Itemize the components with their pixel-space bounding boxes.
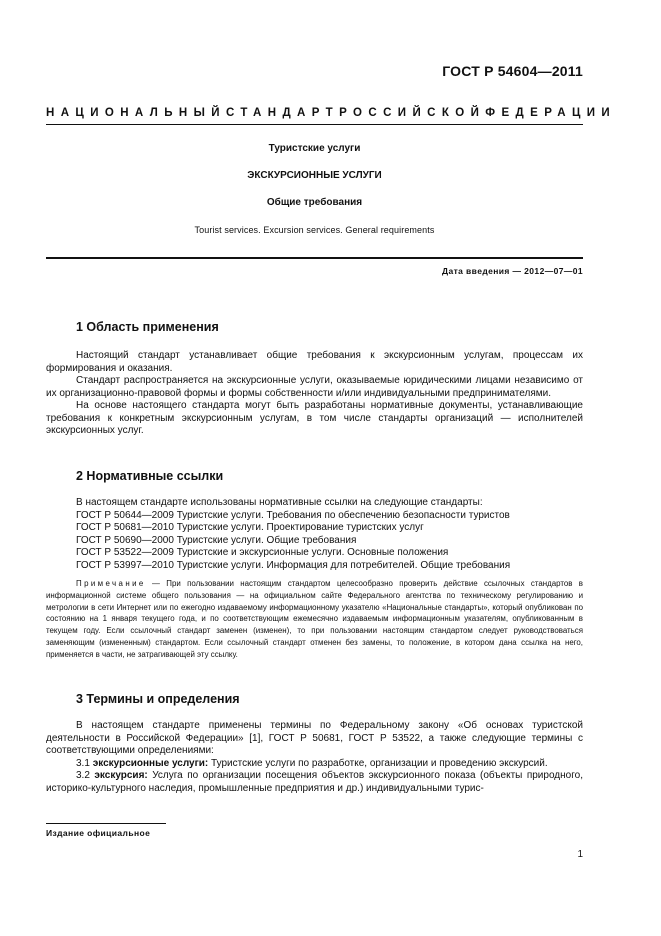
reference-item: ГОСТ Р 53522—2009 Туристские и экскурсионные услуги. Основные положения — [76, 547, 449, 558]
term-number: 3.2 — [76, 770, 95, 781]
introduction-date: Дата введения — 2012—07—01 — [442, 266, 583, 276]
section-1-heading: 1 Область применения — [76, 320, 219, 334]
section-3-heading: 3 Термины и определения — [76, 692, 240, 706]
title-line-1: Туристские услуги — [268, 143, 361, 154]
english-title: Tourist services. Excursion services. General requirements — [194, 225, 435, 235]
gost-number: ГОСТ Р 54604—2011 — [442, 63, 583, 79]
banner-word: СТАНДАРТ — [225, 107, 340, 119]
term-number: 3.1 — [76, 757, 93, 769]
paragraph: На основе настоящего стандарта могут быть разработаны нормативные документы, устанавливающие требования к конкретным экскурсионным услугам, в том числе стандарты организаций — исполнителей экскурсионных услуг. — [46, 400, 583, 436]
section-3-body — [46, 720, 583, 795]
banner-word: ФЕДЕРАЦИИ — [485, 107, 617, 119]
term-text: Туристские услуги по разработке, организации и проведению экскурсий. — [208, 757, 548, 769]
title-line-2: ЭКСКУРСИОННЫЕ УСЛУГИ — [247, 170, 382, 181]
note-label: Примечание — [76, 579, 146, 588]
edition-label: Издание официальное — [46, 828, 151, 838]
section-1-body — [46, 350, 583, 438]
page-number: 1 — [577, 849, 583, 860]
term-name: экскурсия: — [94, 770, 148, 781]
section-2-body — [46, 497, 583, 572]
title-line-3: Общие требования — [266, 197, 363, 208]
note-text: — При пользовании настоящим стандартом целесообразно проверить действие ссылочных стандартов в информационной системе общего пользования — на официальном сайте Федерального агентства по техническому регулированию и метрологии в сети Интернет или по ежегодно издаваемому информационному указателю «Национальные стандарты», который опубликован по состоянию на 1 января текущего года, и по соответствующим ежемесячно издаваемым информационным указателям, опубликованным в текущем году. Если ссылочный стандарт заменен (изменен), то при пользовании настоящим стандартом следует руководствоваться заменяющим (измененным) стандартом. Если ссылочный стандарт отменен без замены, то положение, в котором дана ссылка на него, применяется в части, не затрагивающей эту ссылку. — [46, 579, 583, 659]
footer-rule — [46, 823, 166, 824]
note-block — [46, 578, 583, 661]
header-rule — [46, 124, 583, 125]
paragraph: В настоящем стандарте применены термины по Федеральному закону «Об основах туристской деятельности в Российской Федерации» [1], ГОСТ Р 50681, ГОСТ Р 53522, а также следующие термины с соответствующими определениями: — [46, 720, 583, 756]
term-definition — [46, 770, 583, 795]
reference-item: ГОСТ Р 50644—2009 Туристские услуги. Требования по обеспечению безопасности туристов — [76, 509, 510, 521]
banner-word: НАЦИОНАЛЬНЫЙ — [46, 107, 226, 119]
title-rule — [46, 257, 583, 259]
national-standard-banner — [46, 107, 617, 119]
term-name: экскурсионные услуги: — [92, 757, 209, 769]
reference-item: ГОСТ Р 50681—2010 Туристские услуги. Проектирование туристских услуг — [76, 522, 424, 533]
paragraph: Стандарт распространяется на экскурсионные услуги, оказываемые юридическими лицами независимо от их организационно-правовой формы и формы собственности и/или индивидуальными предпринимателями. — [46, 375, 583, 399]
paragraph: В настоящем стандарте использованы нормативные ссылки на следующие стандарты: — [76, 497, 483, 508]
paragraph: Настоящий стандарт устанавливает общие требования к экскурсионным услугам, процессам их формирования и оказания. — [46, 350, 583, 374]
section-2-heading: 2 Нормативные ссылки — [76, 469, 224, 483]
reference-item: ГОСТ Р 50690—2000 Туристские услуги. Общие требования — [76, 534, 357, 546]
banner-word: РОССИЙСКОЙ — [339, 107, 486, 119]
term-text: Услуга по организации посещения объектов экскурсионного показа (объекты природного, историко-культурного наследия, промышленные предприятия и др.) индивидуальными турис- — [46, 770, 583, 794]
reference-item: ГОСТ Р 53997—2010 Туристские услуги. Информация для потребителей. Общие требования — [76, 559, 511, 571]
term-definition — [46, 758, 583, 771]
